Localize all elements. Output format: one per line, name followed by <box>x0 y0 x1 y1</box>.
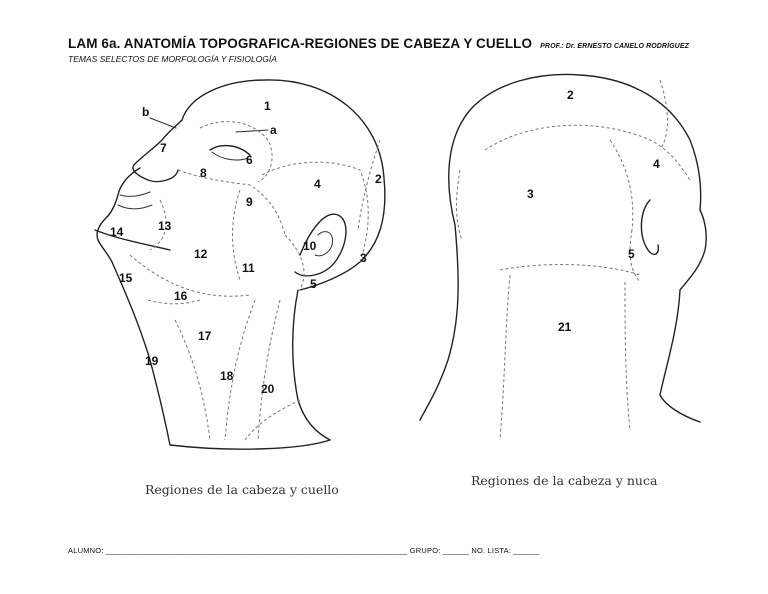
right-head-illustration <box>420 74 706 440</box>
page-subtitle: TEMAS SELECTOS DE MORFOLOGÍA Y FISIOLOGÍA <box>68 54 277 64</box>
left-label-20: 20 <box>261 382 275 396</box>
left-label-3: 3 <box>360 251 367 265</box>
left-label-10: 10 <box>303 239 317 253</box>
right-label-3: 3 <box>527 187 534 201</box>
page-title: LAM 6a. ANATOMÍA TOPOGRAFICA-REGIONES DE CABEZA Y CUELLO PROF.: Dr. ERNESTO CANELO RODRÍGUEZ <box>68 36 689 51</box>
left-label-16: 16 <box>174 289 188 303</box>
right-label-4: 4 <box>653 157 660 171</box>
left-label-9: 9 <box>246 195 253 209</box>
left-label-1: 1 <box>264 99 271 113</box>
left-label-15: 15 <box>119 271 133 285</box>
left-label-b: b <box>142 105 150 119</box>
right-label-5: 5 <box>628 247 635 261</box>
left-label-4: 4 <box>314 177 321 191</box>
right-label-21: 21 <box>558 320 572 334</box>
right-label-2: 2 <box>567 88 574 102</box>
left-head-illustration <box>95 80 385 449</box>
left-label-8: 8 <box>200 166 207 180</box>
left-label-13: 13 <box>158 219 172 233</box>
left-label-11: 11 <box>242 261 255 275</box>
right-figure-caption: Regiones de la cabeza y nuca <box>471 473 658 488</box>
left-label-2: 2 <box>375 172 382 186</box>
left-label-12: 12 <box>194 247 208 261</box>
left-label-6: 6 <box>246 153 253 167</box>
left-label-5: 5 <box>310 277 317 291</box>
left-label-18: 18 <box>220 369 234 383</box>
left-label-19: 19 <box>145 354 159 368</box>
professor-name: PROF.: Dr. ERNESTO CANELO RODRÍGUEZ <box>540 43 689 50</box>
student-info-footer: ALUMNO: _____________________________________________________________________ GRUPO: ______ NO. LISTA: ______ <box>68 546 540 555</box>
left-label-17: 17 <box>198 329 212 343</box>
left-figure-caption: Regiones de la cabeza y cuello <box>145 482 339 497</box>
left-label-a: a <box>270 123 277 137</box>
left-label-14: 14 <box>110 225 124 239</box>
left-label-7: 7 <box>160 141 167 155</box>
